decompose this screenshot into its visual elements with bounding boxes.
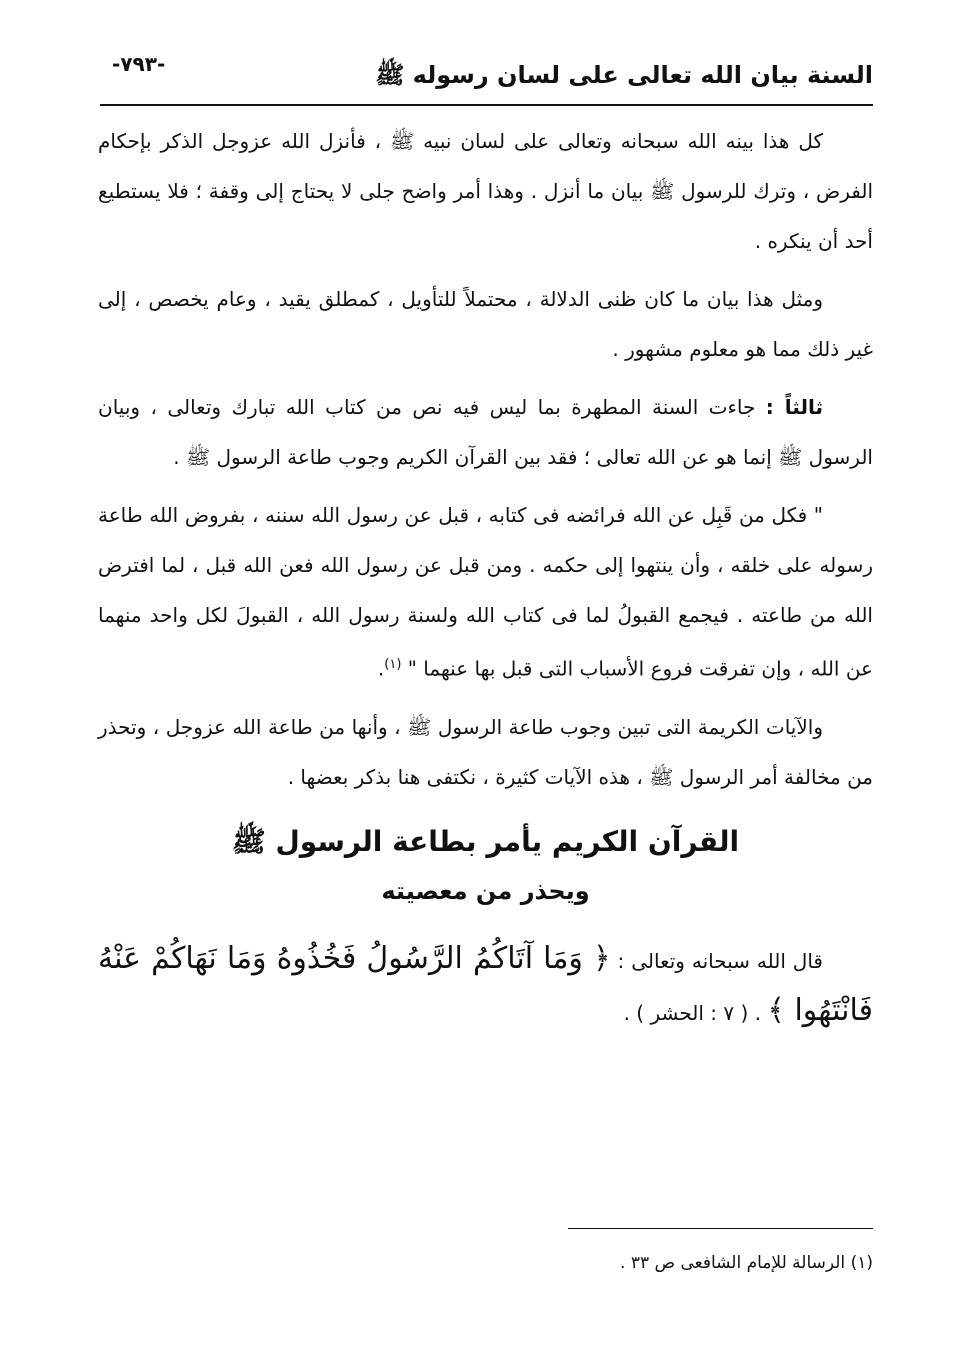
paragraph-revelation: كل هذا بينه الله سبحانه وتعالى على لسان نبيه ﷺ ، فأنزل الله عزوجل الذكر بإحكام الفرض ، وترك للرسول ﷺ بيان ما أنزل . وهذا أمر واضح جلى لا يحتاج إلى وقفة ؛ فلا يستطيع أحد أن ينكره . (98, 129, 873, 253)
quotation-end: . (377, 656, 385, 681)
footnote-number: (١) (850, 1253, 873, 1273)
verse-intro: قال الله سبحانه وتعالى : (617, 948, 823, 973)
footnote-reference: (١) (384, 657, 402, 672)
third-point-text: جاءت السنة المطهرة بما ليس فيه نص من كتاب الله تبارك وتعالى ، وبيان الرسول ﷺ إنما هو عن الله تعالى ؛ فقد بين القرآن الكريم وجوب طاعة الرسول ﷺ . (98, 395, 873, 469)
paragraph-verses: والآيات الكريمة التى تبين وجوب طاعة الرسول ﷺ ، وأنها من طاعة الله عزوجل ، وتحذر من مخالفة أمر الرسول ﷺ ، هذه الآيات كثيرة ، نكتفى هنا بذكر بعضها . (98, 714, 873, 789)
page-header (100, 48, 873, 100)
footnote (98, 1248, 873, 1278)
main-text (98, 116, 873, 1046)
footnote-text: الرسالة للإمام الشافعى ص ٣٣ . (620, 1253, 846, 1273)
section-subheading: ويحذر من معصيته (381, 876, 590, 905)
header-divider (100, 104, 873, 106)
running-title: السنة بيان الله تعالى على لسان رسوله ﷺ (375, 61, 873, 89)
paragraph-third-point (98, 382, 873, 482)
quran-verse: ﴿ وَمَا آتَاكُمُ الرَّسُولُ فَخُذُوهُ وَمَا نَهَاكُمْ عَنْهُ فَانْتَهُوا ﴾ (98, 940, 873, 1028)
paragraph-verse (98, 934, 873, 1038)
quotation-text: " فكل من قَبِل عن الله فرائضه فى كتابه ، قبل عن رسول الله سننه ، بفروض الله طاعة رسوله على خلقه ، وأن ينتهوا إلى حكمه . ومن قبل عن رسول الله فعن الله قبل ، لما افترض الله من طاعته . فيجمع القبولُ لما فى كتاب الله ولسنة رسول الله ، القبولَ لكل واحد منهما عن الله ، وإن تفرقت فروع الأسباب التى قبل بها عنهما " (98, 503, 873, 681)
verse-reference: . ( ٧ : الحشر ) . (623, 1000, 761, 1025)
page-number: -٧٩٣- (112, 52, 166, 76)
third-point-label: ثالثاً : (765, 395, 823, 419)
paragraph-quotation (98, 490, 873, 694)
footnote-divider (568, 1228, 873, 1229)
paragraph-interpretation: ومثل هذا بيان ما كان ظنى الدلالة ، محتملاً للتأويل ، كمطلق يقيد ، وعام يخصص ، إلى غير ذلك مما هو معلوم مشهور . (98, 287, 873, 361)
section-heading: القرآن الكريم يأمر بطاعة الرسول ﷺ (231, 824, 740, 858)
